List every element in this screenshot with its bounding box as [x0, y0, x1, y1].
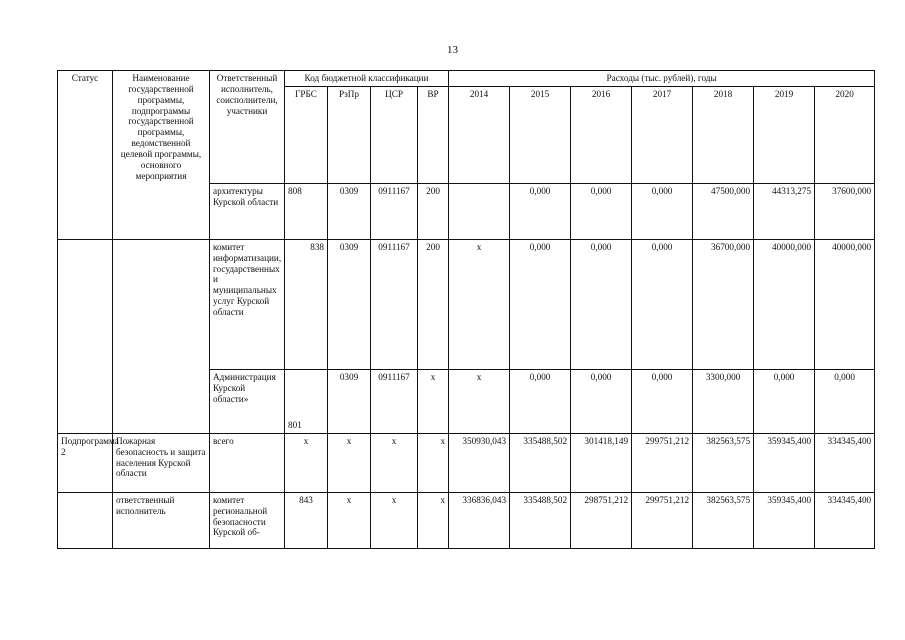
value-cell: 0,000 [510, 239, 571, 369]
value-cell: 336836,043 [449, 492, 510, 548]
value-cell: x [449, 239, 510, 369]
header-row-1 [58, 71, 875, 87]
value-cell: 0,000 [754, 369, 815, 433]
value-cell: 382563,575 [693, 492, 754, 548]
vr-cell: 200 [418, 183, 449, 239]
budget-table [57, 70, 875, 549]
csr-cell: x [371, 492, 418, 548]
value-cell: 359345,400 [754, 492, 815, 548]
value-cell: 382563,575 [693, 433, 754, 492]
value-cell: 334345,400 [815, 492, 875, 548]
header-year: 2014 [449, 86, 510, 183]
value-cell: x [449, 369, 510, 433]
table-row [58, 433, 875, 492]
value-cell: 0,000 [632, 239, 693, 369]
responsible-cell: архитектуры Курской области [210, 183, 285, 239]
value-cell: 0,000 [571, 239, 632, 369]
grbs-cell: 838 [285, 239, 328, 369]
value-cell: 335488,502 [510, 433, 571, 492]
value-cell: 335488,502 [510, 492, 571, 548]
header-csr: ЦСР [371, 86, 418, 183]
name-cell: Пожарная безопасность и защита населения Курской области [113, 433, 210, 492]
value-cell: 0,000 [510, 369, 571, 433]
header-budget-code: Код бюджетной классификации [285, 71, 449, 87]
table-row [58, 239, 875, 369]
value-cell: 37600,000 [815, 183, 875, 239]
header-vr: ВР [418, 86, 449, 183]
status-cell: Подпрограмма 2 [58, 433, 113, 492]
header-status: Статус [58, 71, 113, 240]
status-cell [58, 239, 113, 433]
value-cell: 0,000 [510, 183, 571, 239]
page-number: 13 [447, 44, 458, 56]
csr-cell: 0911167 [371, 369, 418, 433]
header-grbs: ГРБС [285, 86, 328, 183]
value-cell: 0,000 [571, 183, 632, 239]
csr-cell: 0911167 [371, 183, 418, 239]
header-year: 2019 [754, 86, 815, 183]
header-year: 2020 [815, 86, 875, 183]
value-cell [449, 183, 510, 239]
value-cell: 299751,212 [632, 492, 693, 548]
header-rzpr: РзПр [328, 86, 371, 183]
value-cell: 47500,000 [693, 183, 754, 239]
csr-cell: x [371, 433, 418, 492]
value-cell: 350930,043 [449, 433, 510, 492]
header-name: Наименование государственной программы, подпрограммы государственной программы, ведомственной целевой программы, основного мероприятия [113, 71, 210, 240]
value-cell: 3300,000 [693, 369, 754, 433]
grbs-cell: 843 [285, 492, 328, 548]
grbs-cell: x [285, 433, 328, 492]
header-year: 2017 [632, 86, 693, 183]
value-cell: 40000,000 [754, 239, 815, 369]
grbs-cell: 808 [285, 183, 328, 239]
header-responsible: Ответственный исполнитель, соисполнители, участники [210, 71, 285, 184]
responsible-cell: комитет информатизации, государственных и муниципальных услуг Курской области [210, 239, 285, 369]
responsible-cell: всего [210, 433, 285, 492]
header-year: 2015 [510, 86, 571, 183]
responsible-cell: комитет региональной безопасности Курской об- [210, 492, 285, 548]
rzpr-cell: x [328, 433, 371, 492]
value-cell: 44313,275 [754, 183, 815, 239]
value-cell: 359345,400 [754, 433, 815, 492]
vr-cell: 200 [418, 239, 449, 369]
header-year: 2018 [693, 86, 754, 183]
rzpr-cell: 0309 [328, 369, 371, 433]
responsible-cell: Администрация Курской области» [210, 369, 285, 433]
value-cell: 36700,000 [693, 239, 754, 369]
name-cell [113, 239, 210, 433]
grbs-cell: 801 [285, 369, 328, 433]
rzpr-cell: 0309 [328, 239, 371, 369]
table-row [58, 492, 875, 548]
value-cell: 298751,212 [571, 492, 632, 548]
name-cell: ответственный исполнитель [113, 492, 210, 548]
value-cell: 0,000 [571, 369, 632, 433]
header-year: 2016 [571, 86, 632, 183]
rzpr-cell: x [328, 492, 371, 548]
vr-cell: x [418, 433, 449, 492]
vr-cell: x [418, 492, 449, 548]
header-expenses: Расходы (тыс. рублей), годы [449, 71, 875, 87]
rzpr-cell: 0309 [328, 183, 371, 239]
vr-cell: x [418, 369, 449, 433]
value-cell: 334345,400 [815, 433, 875, 492]
value-cell: 0,000 [815, 369, 875, 433]
status-cell [58, 492, 113, 548]
value-cell: 0,000 [632, 183, 693, 239]
value-cell: 301418,149 [571, 433, 632, 492]
value-cell: 40000,000 [815, 239, 875, 369]
value-cell: 0,000 [632, 369, 693, 433]
value-cell: 299751,212 [632, 433, 693, 492]
csr-cell: 0911167 [371, 239, 418, 369]
